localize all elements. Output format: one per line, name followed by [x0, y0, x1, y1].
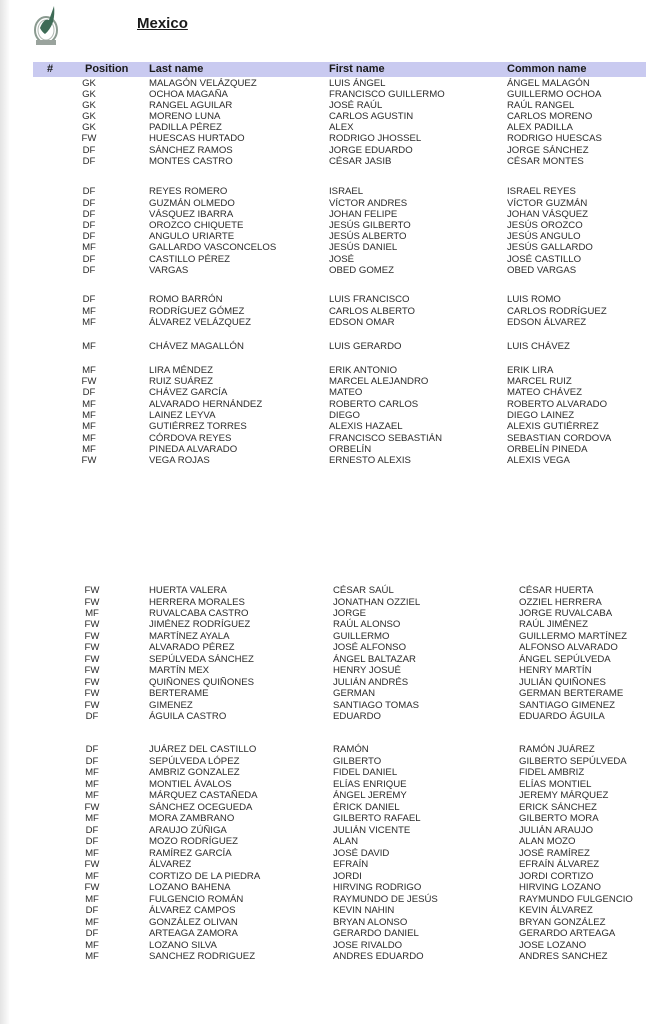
cell-first-name: KEVIN NAHIN — [333, 905, 395, 916]
cell-common-name: JEREMY MÁRQUEZ — [519, 790, 609, 801]
cell-first-name: ISRAEL — [329, 186, 364, 197]
cell-position: DF — [82, 186, 96, 197]
cell-first-name: GILBERTO — [333, 756, 382, 767]
cell-first-name: JOHAN FELIPE — [329, 209, 398, 220]
cell-last-name: RANGEL AGUILAR — [149, 100, 233, 111]
cell-position: GK — [82, 78, 96, 89]
cell-position: DF — [82, 145, 96, 156]
cell-first-name: CÉSAR JASIB — [329, 156, 392, 167]
cell-position: MF — [85, 951, 99, 962]
cell-first-name: GERMAN — [333, 688, 376, 699]
cell-common-name: ÁNGEL SEPÚLVEDA — [519, 654, 611, 665]
cell-first-name: JESÚS ALBERTO — [329, 231, 407, 242]
cell-common-name: GUILLERMO MARTÍNEZ — [519, 631, 628, 642]
cell-last-name: VARGAS — [149, 265, 189, 276]
cell-first-name: DIEGO — [329, 410, 360, 421]
cell-common-name: HENRY MARTÍN — [519, 665, 592, 676]
cell-first-name: FIDEL DANIEL — [333, 767, 398, 778]
cell-common-name: ORBELÍN PINEDA — [507, 444, 588, 455]
cell-position: DF — [85, 756, 99, 767]
cell-common-name: KEVIN ÁLVAREZ — [519, 905, 593, 916]
cell-last-name: MALAGÓN VELÁZQUEZ — [149, 78, 257, 89]
cell-last-name: ÁLVAREZ — [149, 859, 192, 870]
cell-first-name: ELÍAS ENRIQUE — [333, 779, 407, 790]
cell-common-name: ELÍAS MONTIEL — [519, 779, 592, 790]
cell-position: MF — [82, 317, 96, 328]
header-number: # — [46, 63, 54, 75]
cell-common-name: ALEX PADILLA — [507, 122, 573, 133]
cell-first-name: CÉSAR SAÚL — [333, 585, 394, 596]
cell-common-name: SANTIAGO GIMENEZ — [519, 700, 615, 711]
mexico-federation-crest-icon — [32, 4, 62, 48]
cell-first-name: ANDRES EDUARDO — [333, 951, 424, 962]
cell-common-name: JULIÁN QUIÑONES — [519, 677, 606, 688]
cell-position: DF — [85, 836, 99, 847]
table-row — [0, 642, 646, 654]
cell-common-name: JORGE SÁNCHEZ — [507, 145, 589, 156]
cell-first-name: ALEXIS HAZAEL — [329, 421, 403, 432]
cell-common-name: CÉSAR HUERTA — [519, 585, 594, 596]
cell-last-name: RAMÍREZ GARCÍA — [149, 848, 232, 859]
cell-common-name: JULIÁN ARAUJO — [519, 825, 594, 836]
cell-first-name: JESÚS GILBERTO — [329, 220, 411, 231]
cell-last-name: HUERTA VALERA — [149, 585, 227, 596]
cell-first-name: ALEX — [329, 122, 354, 133]
table-row — [0, 905, 646, 917]
cell-last-name: GALLARDO VASCONCELOS — [149, 242, 277, 253]
cell-position: DF — [85, 744, 99, 755]
cell-last-name: MÁRQUEZ CASTAÑEDA — [149, 790, 258, 801]
cell-position: MF — [82, 421, 96, 432]
header-common-name: Common name — [507, 63, 587, 75]
cell-first-name: JOSÉ RAÚL — [329, 100, 383, 111]
cell-first-name: LUIS ÁNGEL — [329, 78, 386, 89]
cell-last-name: JUÁREZ DEL CASTILLO — [149, 744, 257, 755]
cell-position: DF — [82, 254, 96, 265]
cell-last-name: LOZANO BAHENA — [149, 882, 231, 893]
cell-position: MF — [82, 365, 96, 376]
cell-first-name: ÉRICK DANIEL — [333, 802, 400, 813]
cell-first-name: JOSE RIVALDO — [333, 940, 403, 951]
cell-first-name: JOSÉ — [329, 254, 355, 265]
table-row — [0, 951, 646, 963]
cell-position: MF — [85, 871, 99, 882]
cell-common-name: ROBERTO ALVARADO — [507, 399, 608, 410]
cell-common-name: LUIS ROMO — [507, 294, 561, 305]
cell-last-name: PINEDA ALVARADO — [149, 444, 238, 455]
cell-last-name: MOZO RODRÍGUEZ — [149, 836, 239, 847]
cell-first-name: ERIK ANTONIO — [329, 365, 398, 376]
cell-position: FW — [84, 597, 100, 608]
cell-position: DF — [82, 156, 96, 167]
cell-common-name: JOSÉ RAMÍREZ — [519, 848, 590, 859]
cell-first-name: HIRVING RODRIGO — [333, 882, 422, 893]
cell-position: FW — [81, 133, 97, 144]
cell-last-name: AMBRIZ GONZALEZ — [149, 767, 240, 778]
cell-first-name: FRANCISCO SEBASTIÁN — [329, 433, 443, 444]
cell-position: MF — [82, 306, 96, 317]
cell-first-name: GILBERTO RAFAEL — [333, 813, 421, 824]
cell-last-name: MARTÍN MEX — [149, 665, 210, 676]
cell-first-name: JORDI — [333, 871, 362, 882]
table-row — [0, 585, 646, 597]
cell-last-name: FULGENCIO ROMÁN — [149, 894, 244, 905]
cell-position: GK — [82, 111, 96, 122]
table-row — [0, 294, 646, 306]
table-row — [0, 133, 646, 145]
cell-common-name: BRYAN GONZÁLEZ — [519, 917, 606, 928]
cell-common-name: CARLOS MORENO — [507, 111, 593, 122]
cell-common-name: ISRAEL REYES — [507, 186, 576, 197]
cell-last-name: CÓRDOVA REYES — [149, 433, 232, 444]
cell-last-name: ÁLVAREZ VELÁZQUEZ — [149, 317, 252, 328]
table-row — [0, 790, 646, 802]
cell-common-name: DIEGO LAINEZ — [507, 410, 575, 421]
cell-position: MF — [85, 940, 99, 951]
cell-first-name: VÍCTOR ANDRES — [329, 198, 408, 209]
cell-last-name: ARTEAGA ZAMORA — [149, 928, 238, 939]
cell-last-name: GIMENEZ — [149, 700, 193, 711]
cell-last-name: VÁSQUEZ IBARRA — [149, 209, 234, 220]
cell-first-name: JOSÉ ALFONSO — [333, 642, 407, 653]
table-header — [33, 62, 646, 77]
table-row — [0, 186, 646, 198]
cell-first-name: RODRIGO JHOSSEL — [329, 133, 422, 144]
cell-common-name: JOSE LOZANO — [519, 940, 587, 951]
cell-last-name: LOZANO SILVA — [149, 940, 217, 951]
cell-first-name: SANTIAGO TOMAS — [333, 700, 420, 711]
cell-position: DF — [82, 294, 96, 305]
cell-last-name: SEPÚLVEDA LÓPEZ — [149, 756, 240, 767]
cell-last-name: MARTÍNEZ AYALA — [149, 631, 230, 642]
cell-first-name: LUIS GERARDO — [329, 341, 402, 352]
cell-last-name: SANCHEZ RODRIGUEZ — [149, 951, 256, 962]
cell-position: FW — [84, 882, 100, 893]
cell-last-name: ÁGUILA CASTRO — [149, 711, 227, 722]
table-row — [0, 928, 646, 940]
cell-position: DF — [82, 265, 96, 276]
cell-last-name: SÁNCHEZ OCEGUEDA — [149, 802, 253, 813]
cell-position: DF — [82, 231, 96, 242]
cell-position: FW — [84, 677, 100, 688]
cell-position: FW — [81, 455, 97, 466]
table-row — [0, 156, 646, 168]
cell-last-name: SÁNCHEZ RAMOS — [149, 145, 233, 156]
table-row — [0, 665, 646, 677]
cell-common-name: JESÚS GALLARDO — [507, 242, 593, 253]
cell-common-name: RAÚL JIMÉNEZ — [519, 619, 588, 630]
table-row — [0, 387, 646, 399]
cell-common-name: MARCEL RUIZ — [507, 376, 572, 387]
cell-first-name: HENRY JOSUÉ — [333, 665, 401, 676]
cell-last-name: RUIZ SUÁREZ — [149, 376, 213, 387]
cell-last-name: MONTIEL ÁVALOS — [149, 779, 232, 790]
cell-common-name: JESÚS OROZCO — [507, 220, 583, 231]
cell-last-name: PADILLA PÉREZ — [149, 122, 222, 133]
table-row — [0, 859, 646, 871]
table-row — [0, 317, 646, 329]
cell-last-name: HERRERA MORALES — [149, 597, 245, 608]
cell-first-name: EDSON OMAR — [329, 317, 395, 328]
cell-common-name: ÁNGEL MALAGÓN — [507, 78, 590, 89]
cell-common-name: EDUARDO ÁGUILA — [519, 711, 605, 722]
cell-position: GK — [82, 100, 96, 111]
cell-common-name: GERARDO ARTEAGA — [519, 928, 616, 939]
cell-first-name: EFRAÍN — [333, 859, 369, 870]
cell-first-name: RAMÓN — [333, 744, 369, 755]
cell-position: MF — [85, 848, 99, 859]
cell-common-name: RODRIGO HUESCAS — [507, 133, 602, 144]
cell-common-name: GUILLERMO OCHOA — [507, 89, 602, 100]
cell-common-name: OBED VARGAS — [507, 265, 577, 276]
cell-first-name: JULIÁN VICENTE — [333, 825, 411, 836]
cell-first-name: GUILLERMO — [333, 631, 390, 642]
table-row — [0, 836, 646, 848]
cell-last-name: LIRA MÉNDEZ — [149, 365, 213, 376]
cell-first-name: JOSÉ DAVID — [333, 848, 390, 859]
header-last-name: Last name — [149, 63, 204, 75]
cell-position: DF — [82, 220, 96, 231]
cell-common-name: GERMAN BERTERAME — [519, 688, 624, 699]
cell-first-name: ERNESTO ALEXIS — [329, 455, 411, 466]
cell-position: FW — [84, 654, 100, 665]
cell-common-name: SEBASTIAN CORDOVA — [507, 433, 612, 444]
cell-common-name: JORDI CORTIZO — [519, 871, 594, 882]
cell-last-name: OCHOA MAGAÑA — [149, 89, 228, 100]
cell-last-name: CHÁVEZ MAGALLÓN — [149, 341, 244, 352]
cell-position: FW — [84, 585, 100, 596]
cell-position: DF — [82, 209, 96, 220]
table-row — [0, 813, 646, 825]
header-position: Position — [85, 63, 129, 75]
cell-last-name: RUVALCABA CASTRO — [149, 608, 249, 619]
cell-position: MF — [85, 894, 99, 905]
cell-common-name: CARLOS RODRÍGUEZ — [507, 306, 607, 317]
cell-last-name: CHÁVEZ GARCÍA — [149, 387, 228, 398]
cell-position: MF — [85, 813, 99, 824]
cell-last-name: CASTILLO PÉREZ — [149, 254, 231, 265]
cell-position: GK — [82, 122, 96, 133]
cell-last-name: ROMO BARRÓN — [149, 294, 223, 305]
cell-common-name: ALEXIS GUTIÉRREZ — [507, 421, 599, 432]
cell-first-name: GERARDO DANIEL — [333, 928, 419, 939]
cell-common-name: MATEO CHÁVEZ — [507, 387, 582, 398]
cell-last-name: GUTIÉRREZ TORRES — [149, 421, 247, 432]
cell-common-name: ALAN MOZO — [519, 836, 576, 847]
cell-first-name: CARLOS AGUSTIN — [329, 111, 414, 122]
table-row — [0, 455, 646, 467]
cell-first-name: FRANCISCO GUILLERMO — [329, 89, 445, 100]
cell-common-name: EFRAÍN ÁLVAREZ — [519, 859, 600, 870]
cell-common-name: FIDEL AMBRIZ — [519, 767, 585, 778]
cell-position: DF — [82, 198, 96, 209]
cell-first-name: BRYAN ALONSO — [333, 917, 408, 928]
cell-last-name: MONTES CASTRO — [149, 156, 233, 167]
table-row — [0, 242, 646, 254]
cell-common-name: RAYMUNDO FULGENCIO — [519, 894, 633, 905]
table-row — [0, 619, 646, 631]
cell-last-name: GONZÁLEZ OLIVAN — [149, 917, 238, 928]
cell-common-name: CÉSAR MONTES — [507, 156, 584, 167]
cell-common-name: ALEXIS VEGA — [507, 455, 570, 466]
cell-position: MF — [85, 608, 99, 619]
cell-last-name: ALVARADO HERNÁNDEZ — [149, 399, 263, 410]
cell-first-name: JESÚS DANIEL — [329, 242, 398, 253]
cell-first-name: MATEO — [329, 387, 363, 398]
cell-first-name: EDUARDO — [333, 711, 381, 722]
cell-position: MF — [85, 790, 99, 801]
cell-first-name: ORBELÍN — [329, 444, 372, 455]
cell-position: DF — [85, 905, 99, 916]
cell-last-name: VEGA ROJAS — [149, 455, 210, 466]
cell-position: FW — [84, 665, 100, 676]
cell-position: FW — [84, 619, 100, 630]
cell-position: MF — [82, 433, 96, 444]
cell-last-name: ALVARADO PÉREZ — [149, 642, 235, 653]
cell-common-name: JESÚS ANGULO — [507, 231, 581, 242]
cell-position: DF — [82, 387, 96, 398]
cell-position: MF — [82, 242, 96, 253]
table-row — [0, 882, 646, 894]
cell-position: FW — [84, 642, 100, 653]
cell-last-name: ÁLVAREZ CAMPOS — [149, 905, 236, 916]
cell-first-name: OBED GOMEZ — [329, 265, 395, 276]
cell-first-name: ÁNGEL BALTAZAR — [333, 654, 416, 665]
cell-position: MF — [85, 917, 99, 928]
cell-position: DF — [85, 928, 99, 939]
cell-first-name: ROBERTO CARLOS — [329, 399, 419, 410]
cell-last-name: CORTIZO DE LA PIEDRA — [149, 871, 261, 882]
cell-position: FW — [84, 688, 100, 699]
cell-common-name: EDSON ÁLVAREZ — [507, 317, 587, 328]
cell-common-name: RAMÓN JUÁREZ — [519, 744, 595, 755]
cell-last-name: ANGULO URIARTE — [149, 231, 235, 242]
cell-common-name: OZZIEL HERRERA — [519, 597, 602, 608]
cell-position: MF — [82, 399, 96, 410]
cell-first-name: LUIS FRANCISCO — [329, 294, 410, 305]
cell-position: FW — [84, 802, 100, 813]
cell-position: MF — [82, 410, 96, 421]
header-first-name: First name — [329, 63, 385, 75]
cell-common-name: HIRVING LOZANO — [519, 882, 601, 893]
cell-last-name: REYES ROMERO — [149, 186, 228, 197]
cell-common-name: ERICK SÁNCHEZ — [519, 802, 597, 813]
cell-first-name: JORGE EDUARDO — [329, 145, 413, 156]
table-row — [0, 711, 646, 723]
cell-first-name: CARLOS ALBERTO — [329, 306, 416, 317]
cell-position: DF — [85, 825, 99, 836]
table-row — [0, 767, 646, 779]
cell-common-name: GILBERTO MORA — [519, 813, 599, 824]
cell-common-name: JOSÉ CASTILLO — [507, 254, 582, 265]
cell-last-name: MORA ZAMBRANO — [149, 813, 235, 824]
cell-common-name: VÍCTOR GUZMÁN — [507, 198, 588, 209]
cell-position: MF — [85, 779, 99, 790]
cell-last-name: RODRÍGUEZ GÓMEZ — [149, 306, 245, 317]
cell-last-name: ARAUJO ZÚÑIGA — [149, 825, 227, 836]
cell-position: FW — [84, 631, 100, 642]
cell-position: MF — [82, 341, 96, 352]
table-row — [0, 688, 646, 700]
cell-common-name: JOHAN VÁSQUEZ — [507, 209, 589, 220]
cell-first-name: RAYMUNDO DE JESÚS — [333, 894, 438, 905]
cell-last-name: LAINEZ LEYVA — [149, 410, 216, 421]
table-row — [0, 341, 646, 353]
cell-first-name: ALAN — [333, 836, 359, 847]
cell-last-name: GUZMÁN OLMEDO — [149, 198, 235, 209]
cell-position: MF — [82, 444, 96, 455]
cell-common-name: ERIK LIRA — [507, 365, 554, 376]
cell-position: FW — [84, 859, 100, 870]
cell-last-name: JIMÉNEZ RODRÍGUEZ — [149, 619, 251, 630]
cell-common-name: ANDRES SANCHEZ — [519, 951, 608, 962]
cell-common-name: GILBERTO SEPÚLVEDA — [519, 756, 627, 767]
page-title: Mexico — [137, 15, 188, 32]
cell-first-name: JULIÁN ANDRÉS — [333, 677, 409, 688]
table-row — [0, 421, 646, 433]
cell-position: DF — [85, 711, 99, 722]
cell-first-name: JONATHAN OZZIEL — [333, 597, 421, 608]
cell-position: GK — [82, 89, 96, 100]
cell-position: FW — [84, 700, 100, 711]
table-row — [0, 744, 646, 756]
cell-last-name: HUESCAS HURTADO — [149, 133, 245, 144]
cell-first-name: MARCEL ALEJANDRO — [329, 376, 429, 387]
cell-first-name: RAÚL ALONSO — [333, 619, 401, 630]
cell-last-name: BERTERAME — [149, 688, 209, 699]
cell-position: MF — [85, 767, 99, 778]
cell-common-name: RAÚL RANGEL — [507, 100, 575, 111]
cell-last-name: MORENO LUNA — [149, 111, 221, 122]
cell-common-name: ALFONSO ALVARADO — [519, 642, 618, 653]
cell-last-name: QUIÑONES QUIÑONES — [149, 677, 255, 688]
cell-first-name: ÁNGEL JEREMY — [333, 790, 407, 801]
table-row — [0, 265, 646, 277]
cell-first-name: JORGE — [333, 608, 367, 619]
cell-common-name: LUIS CHÁVEZ — [507, 341, 570, 352]
cell-position: FW — [81, 376, 97, 387]
cell-common-name: JORGE RUVALCABA — [519, 608, 613, 619]
cell-last-name: SEPÚLVEDA SÁNCHEZ — [149, 654, 254, 665]
cell-last-name: OROZCO CHIQUETE — [149, 220, 244, 231]
